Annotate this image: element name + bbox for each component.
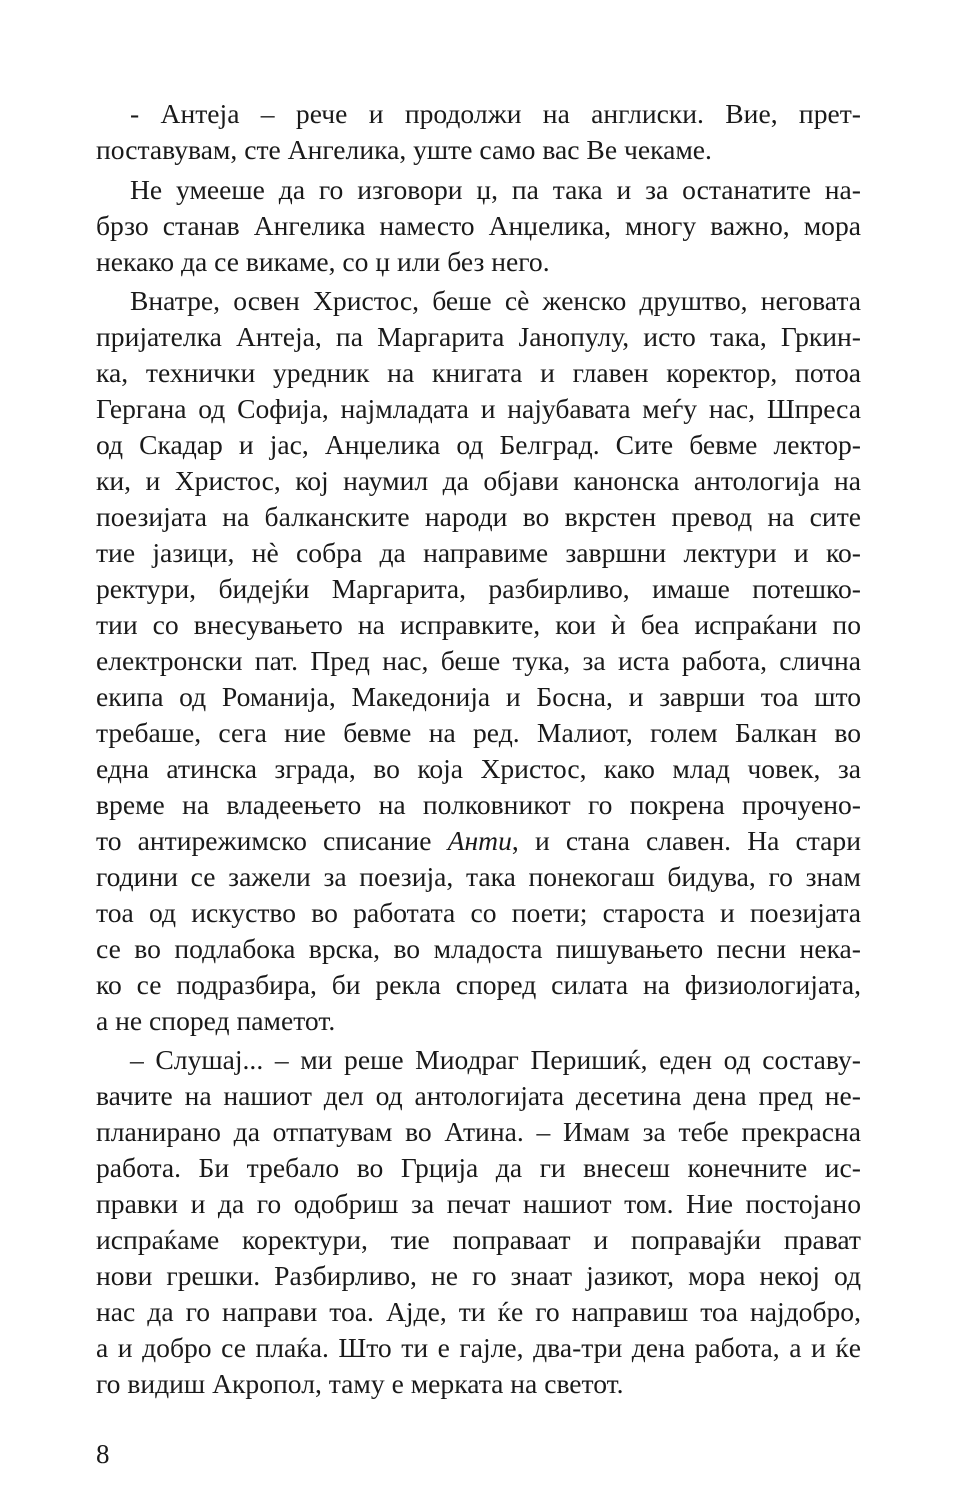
text-line: години се зажели за поезија, така понекогаш бидува, го знам: [96, 861, 861, 892]
text-line: планирано да отпатувам во Атина. – Имам за тебе прекрасна: [96, 1116, 861, 1147]
text-line: нови грешки. Разбирливо, не го знаат јазикот, мора некој од: [96, 1260, 861, 1291]
text-line: нас да го направи тоа. Ајде, ти ќе го направиш тоа најдобро,: [96, 1296, 861, 1327]
text-line: работа. Би требало во Грција да ги внесеш конечните ис-: [96, 1152, 861, 1183]
text-line: Гергана од Софија, најмладата и најубавата меѓу нас, Шпреса: [96, 393, 861, 424]
text-line: вачите на нашиот дел од антологијата десетина дена пред не-: [96, 1080, 861, 1111]
text-line: тоа од искуство во работата со поети; староста и поезијата: [96, 897, 861, 928]
text-line: некако да се викаме, со џ или без него.: [96, 246, 550, 277]
page-number: 8: [96, 1439, 110, 1469]
text-line: поезијата на балканските народи во вкрстен превод на сите: [96, 501, 861, 532]
text-line: од Скадар и јас, Анџелика од Белград. Сите бевме лектор-: [96, 429, 861, 460]
text-line: Внатре, освен Христос, беше сè женско друштво, неговата: [130, 285, 861, 316]
text-line: а и добро се плаќа. Што ти е гајле, два-три дена работа, а и ќе: [96, 1332, 861, 1363]
text-line: то антирежимско списание Анти, и стана славен. На стари: [96, 825, 861, 856]
text-line: требаше, сега ние бевме на ред. Малиот, голем Балкан во: [96, 717, 861, 748]
text-line: - Антеја – рече и продолжи на англиски. Вие, прет-: [130, 98, 861, 129]
text-line: ки, и Христос, кој наумил да објави канонска антологија на: [96, 465, 861, 496]
text-line: го видиш Акропол, таму е мерката на светот.: [96, 1368, 624, 1399]
text-line: една атинска зграда, во која Христос, како млад човек, за: [96, 753, 861, 784]
text-line: ко се подразбира, би рекла според силата на физиологијата,: [96, 969, 861, 1000]
text-line: испраќаме коректури, тие поправаат и поправајќи прават: [96, 1224, 861, 1255]
text-line: ка, технички уредник на книгата и главен коректор, потоа: [96, 357, 861, 388]
text-line: брзо станав Ангелика наместо Анџелика, многу важно, мора: [96, 210, 861, 241]
text-line: поставувам, сте Ангелика, уште само вас Ве чекаме.: [96, 134, 712, 165]
text-line: ректури, бидејќи Маргарита, разбирливо, имаше потешко-: [96, 573, 861, 604]
book-page-text: [96, 96, 861, 1446]
text-line: Не умееше да го изговори џ, па така и за останатите на-: [130, 174, 861, 205]
text-line: се во подлабока врска, во младоста пишувањето песни нека-: [96, 933, 861, 964]
text-line: – Слушај... – ми реше Миодраг Перишиќ, еден од составу-: [130, 1044, 861, 1075]
text-line: тии со внесувањето на исправките, кои ѝ беа испраќани по: [96, 609, 861, 640]
text-line: екипа од Романија, Македонија и Босна, и заврши тоа што: [96, 681, 861, 712]
text-line: а не според паметот.: [96, 1005, 336, 1036]
text-line: време на владеењето на полковникот го покрена прочуено-: [96, 789, 861, 820]
text-line: тие јазици, нè собра да направиме завршни лектури и ко-: [96, 537, 861, 568]
text-line: пријателка Антеја, па Маргарита Јанопулу, исто така, Гркин-: [96, 321, 861, 352]
text-line: правки и да го одобриш за печат нашиот том. Ние постојано: [96, 1188, 861, 1219]
text-line: електронски пат. Пред нас, беше тука, за иста работа, слична: [96, 645, 861, 676]
